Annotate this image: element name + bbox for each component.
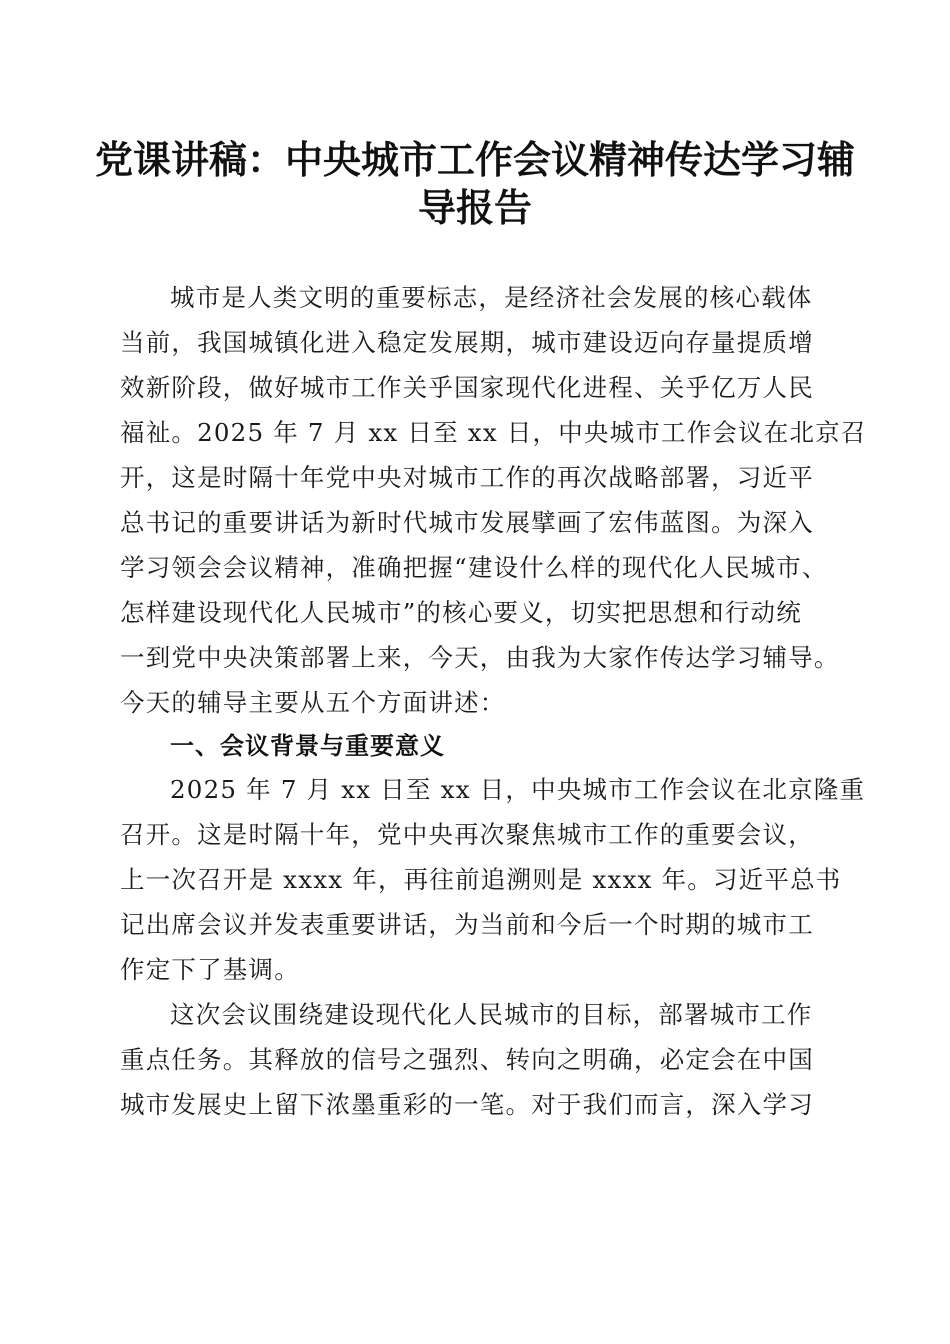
- paragraph-3-line-3: 城市发展史上留下浓墨重彩的一笔。对于我们而言，深入学习: [120, 1090, 814, 1119]
- paragraph-1-line-6: 总书记的重要讲话为新时代城市发展擘画了宏伟蓝图。为深入: [120, 508, 814, 537]
- paragraph-3-line-2: 重点任务。其释放的信号之强烈、转向之明确，必定会在中国: [120, 1045, 814, 1074]
- paragraph-2-line-1: 2025 年 7 月 xx 日至 xx 日，中央城市工作会议在北京隆重: [170, 775, 866, 804]
- paragraph-1-line-9: 一到党中央决策部署上来，今天，由我为大家作传达学习辅导。: [120, 643, 840, 672]
- paragraph-1-line-2: 当前，我国城镇化进入稳定发展期，城市建设迈向存量提质增: [120, 328, 814, 357]
- paragraph-1-line-5: 开，这是时隔十年党中央对城市工作的再次战略部署，习近平: [120, 463, 814, 492]
- paragraph-2-line-3: 上一次召开是 xxxx 年，再往前追溯则是 xxxx 年。习近平总书: [120, 865, 842, 894]
- section-1-heading: 一、会议背景与重要意义: [170, 732, 445, 760]
- paragraph-2-line-5: 作定下了基调。: [120, 955, 300, 984]
- paragraph-1-line-1: 城市是人类文明的重要标志，是经济社会发展的核心载体: [170, 283, 813, 312]
- document-title-line-1: 党课讲稿：中央城市工作会议精神传达学习辅: [94, 137, 855, 182]
- paragraph-2-line-4: 记出席会议并发表重要讲话，为当前和今后一个时期的城市工: [120, 910, 814, 939]
- paragraph-1-line-4: 福祉。2025 年 7 月 xx 日至 xx 日，中央城市工作会议在北京召: [120, 418, 867, 447]
- paragraph-1-line-7: 学习领会会议精神，准确把握“建设什么样的现代化人民城市、: [120, 553, 828, 582]
- paragraph-3-line-1: 这次会议围绕建设现代化人民城市的目标，部署城市工作: [170, 1000, 813, 1029]
- paragraph-1-line-8: 怎样建设现代化人民城市”的核心要义，切实把思想和行动统: [120, 598, 802, 627]
- document-title-line-2: 导报告: [417, 185, 532, 230]
- paragraph-1-line-3: 效新阶段，做好城市工作关乎国家现代化进程、关乎亿万人民: [120, 373, 814, 402]
- paragraph-2-line-2: 召开。这是时隔十年，党中央再次聚焦城市工作的重要会议，: [120, 820, 814, 849]
- paragraph-1-line-10: 今天的辅导主要从五个方面讲述：: [120, 688, 506, 717]
